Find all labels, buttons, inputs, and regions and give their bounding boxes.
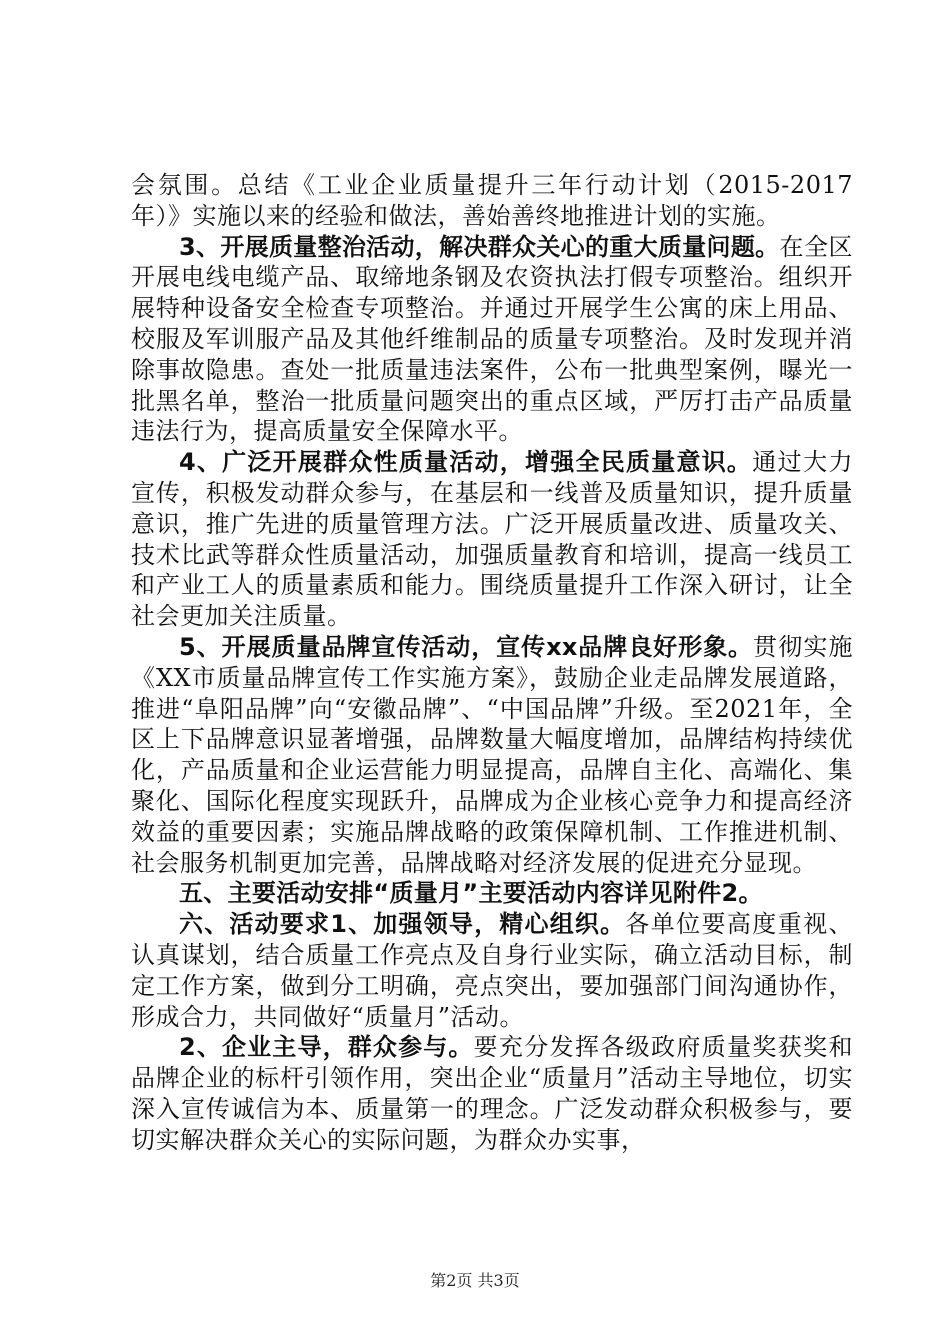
document-body xyxy=(131,170,853,1156)
paragraph-mass-quality-activities xyxy=(131,447,853,632)
section-heading-activity-schedule xyxy=(131,878,853,909)
paragraph-quality-rectification xyxy=(131,232,853,448)
paragraph-enterprise-led xyxy=(131,1032,853,1155)
paragraph-continuation xyxy=(131,170,853,232)
paragraph-text: 贯彻实施《XX市质量品牌宣传工作实施方案》，鼓励企业走品牌发展道路，推进“阜阳品牌”向“安徽品牌”、“中国品牌”升级。至2021年，全区上下品牌意识显著增强，品牌数量大幅度增加，品牌结构持续优化，产品质量和企业运营能力明显提高，品牌自主化、高端化、集聚化、国际化程度实现跃升，品牌成为企业核心竞争力和提高经济效益的重要因素；实施品牌战略的政策保障机制、工作推进机制、社会服务机制更加完善，品牌战略对经济发展的促进充分显现。 xyxy=(131,632,854,877)
paragraph-heading: 3、开展质量整治活动，解决群众关心的重大质量问题。 xyxy=(179,232,780,261)
paragraph-activity-requirements xyxy=(131,909,853,1032)
paragraph-heading: 2、企业主导，群众参与。 xyxy=(179,1033,474,1062)
paragraph-text: 要充分发挥各级政府质量奖获奖和品牌企业的标杆引领作用，突出企业“质量月”活动主导地位，切实深入宣传诚信为本、质量第一的理念。广泛发动群众积极参与，要切实解决群众关心的实际问题，为群众办实事， xyxy=(131,1033,853,1154)
paragraph-brand-promotion xyxy=(131,632,853,878)
paragraph-text: 各单位要高度重视、认真谋划，结合质量工作亮点及自身行业实际，确立活动目标，制定工作方案，做到分工明确，亮点突出，要加强部门间沟通协作，形成合力，共同做好“质量月”活动。 xyxy=(131,910,853,1031)
page-number-footer: 第2页 共3页 xyxy=(430,1271,520,1290)
paragraph-text: 在全区开展电线电缆产品、取缔地条钢及农资执法打假专项整治。组织开展特种设备安全检查专项整治。并通过开展学生公寓的床上用品、校服及军训服产品及其他纤维制品的质量专项整治。及时发现并消除事故隐患。查处一批质量违法案件，公布一批典型案例，曝光一批黑名单，整治一批质量问题突出的重点区域，严厉打击产品质量违法行为，提高质量安全保障水平。 xyxy=(131,232,854,446)
paragraph-heading: 5、开展质量品牌宣传活动，宣传xx品牌良好形象。 xyxy=(179,632,754,661)
paragraph-text: 通过大力宣传，积极发动群众参与，在基层和一线普及质量知识，提升质量意识，推广先进的质量管理方法。广泛开展质量改进、质量攻关、技术比武等群众性质量活动，加强质量教育和培训，提高一线员工和产业工人的质量素质和能力。围绕质量提升工作深入研讨，让全社会更加关注质量。 xyxy=(131,448,854,631)
paragraph-heading: 五、主要活动安排“质量月”主要活动内容详见附件2。 xyxy=(179,879,763,908)
paragraph-heading: 4、广泛开展群众性质量活动，增强全民质量意识。 xyxy=(179,448,753,477)
paragraph-text: 会氛围。总结《工业企业质量提升三年行动计划（2015-2017年）》实施以来的经验和做法，善始善终地推进计划的实施。 xyxy=(131,171,853,230)
paragraph-heading: 六、活动要求1、加强领导，精心组织。 xyxy=(179,910,626,939)
